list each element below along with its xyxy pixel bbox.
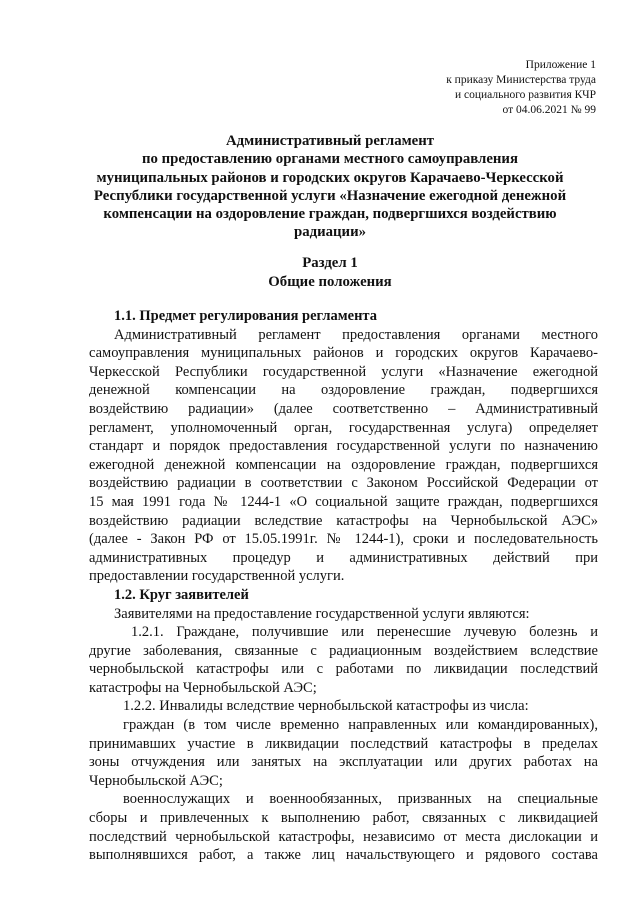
paragraph-line: 15 мая 1991 года № 1244-1 «О социальной защите граждан, подвергшихся bbox=[89, 493, 598, 510]
paragraph-line: зоны отчуждения или занятых на эксплуатации или других работах на bbox=[89, 754, 598, 771]
title-line: Административный регламент bbox=[225, 133, 435, 149]
title-line: радиации» bbox=[293, 224, 366, 241]
paragraph-line: ежегодной денежной компенсации на оздоровление граждан, подвергшихся bbox=[89, 456, 598, 473]
document-title bbox=[60, 132, 600, 242]
paragraph-line: другие заболевания, связанные с радиационным воздействием вследствие bbox=[89, 642, 598, 659]
paragraph-line: воздействию радиации в соответствии с Законом Российской Федерации от bbox=[89, 475, 598, 492]
annex-line: и социального развития КЧР bbox=[454, 89, 596, 101]
paragraph-line: (далее - Закон РФ от 15.05.1991г. № 1244-1), сроки и последовательность bbox=[89, 531, 598, 548]
paragraph-line: последствий чернобыльской катастрофы, независимо от места дислокации и bbox=[89, 828, 598, 845]
document-body bbox=[89, 307, 598, 865]
paragraph-line: сборы и привлеченных к выполнению работ, связанных с ликвидацией bbox=[89, 810, 598, 827]
paragraph-line: воздействию радиации вследствие катастрофы на Чернобыльской АЭС» bbox=[89, 512, 598, 529]
subsection-heading: 1.2. Круг заявителей bbox=[114, 586, 249, 603]
paragraph-line: граждан (в том числе временно направленных или командированных), bbox=[123, 717, 598, 734]
paragraph-line: самоуправления муниципальных районов и городских округов Карачаево- bbox=[89, 345, 598, 362]
paragraph-line: чернобыльской катастрофы или с работами по ликвидации последствий bbox=[89, 661, 598, 678]
paragraph-line: денежной компенсации на оздоровление граждан, подвергшихся bbox=[89, 382, 598, 399]
annex-block bbox=[446, 58, 596, 118]
section-heading bbox=[60, 254, 600, 291]
paragraph-line: принимавших участие в ликвидации последствий катастрофы в пределах bbox=[89, 735, 598, 752]
annex-line: Приложение 1 bbox=[525, 59, 596, 71]
paragraph-line: выполнявшихся работ, а также лиц начальствующего и рядового состава bbox=[89, 847, 598, 864]
annex-line: от 04.06.2021 № 99 bbox=[502, 104, 596, 116]
paragraph-line: Черкесской Республики государственной услуги «Назначение ежегодной bbox=[89, 363, 598, 380]
annex-line: к приказу Министерства труда bbox=[446, 74, 596, 86]
title-line: по предоставлению органами местного самоуправления bbox=[142, 151, 518, 168]
subsection-heading: 1.1. Предмет регулирования регламента bbox=[114, 308, 377, 324]
section-number: Раздел 1 bbox=[302, 255, 358, 271]
title-line: Республики государственной услуги «Назначение ежегодной денежной bbox=[93, 187, 567, 204]
paragraph-line: 1.2.2. Инвалиды вследствие чернобыльской катастрофы из числа: bbox=[123, 698, 529, 715]
paragraph-line: предоставлении государственной услуги. bbox=[89, 568, 345, 585]
paragraph-line: стандарт и порядок предоставления государственной услуги по назначению bbox=[89, 438, 598, 455]
paragraph-line: Заявителями на предоставление государственной услуги являются: bbox=[114, 605, 530, 622]
paragraph-line: военнослужащих и военнообязанных, призванных на специальные bbox=[123, 791, 598, 808]
paragraph-line: Чернобыльской АЭС; bbox=[89, 772, 223, 789]
title-line: компенсации на оздоровление граждан, подвергшихся воздействию bbox=[103, 206, 557, 223]
section-name: Общие положения bbox=[268, 273, 392, 290]
paragraph-line: катастрофы на Чернобыльской АЭС; bbox=[89, 679, 317, 696]
title-line: муниципальных районов и городских округов Карачаево-Черкесской bbox=[96, 169, 564, 186]
paragraph-line: административных процедур и административных действий при bbox=[89, 549, 598, 566]
paragraph-line: регламент, уполномоченный орган, государственная услуга) определяет bbox=[89, 419, 598, 436]
paragraph-line: Административный регламент предоставления органами местного bbox=[114, 326, 598, 343]
paragraph-line: воздействию радиации» (далее соответственно – Административный bbox=[89, 400, 598, 417]
paragraph-line: 1.2.1. Граждане, получившие или перенесшие лучевую болезнь и bbox=[131, 624, 598, 641]
